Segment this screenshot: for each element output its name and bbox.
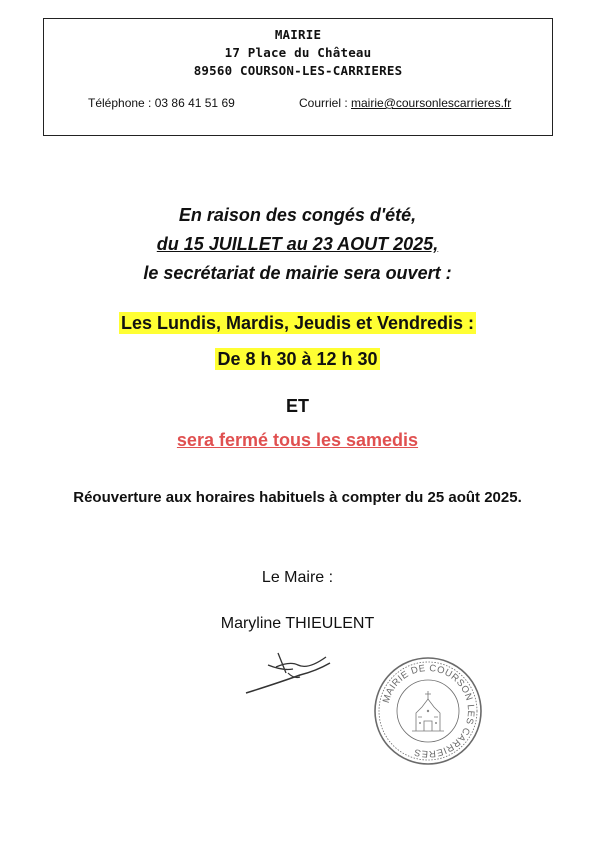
- notice-dates: [0, 234, 595, 255]
- handwritten-signature: [238, 645, 338, 700]
- svg-text:MAIRIE DE COURSON LES CARRIERE: MAIRIE DE COURSON LES CARRIERES: [380, 662, 477, 760]
- letterhead-box: [43, 18, 553, 136]
- opening-days-text: Les Lundis, Mardis, Jeudis et Vendredis :: [120, 313, 475, 333]
- closed-notice-text: sera fermé tous les samedis: [176, 430, 419, 450]
- signatory-name: Maryline THIEULENT: [220, 615, 375, 632]
- opening-hours-text: De 8 h 30 à 12 h 30: [217, 349, 378, 369]
- email-label: Courriel :: [299, 96, 352, 110]
- notice-line-1: En raison des congés d'été,: [178, 205, 417, 225]
- opening-hours: [0, 349, 595, 370]
- town-hall-seal: [372, 655, 484, 767]
- closed-notice: [0, 430, 595, 451]
- opening-days: [0, 313, 595, 334]
- email-link[interactable]: mairie@coursonlescarrieres.fr: [351, 96, 512, 110]
- letterhead-title: MAIRIE: [274, 27, 322, 42]
- conjunction-et: ET: [285, 396, 309, 416]
- letterhead-phone: Téléphone : 03 86 41 51 69: [88, 96, 235, 110]
- reopening-notice: Réouverture aux horaires habituels à compter du 25 août 2025.: [73, 489, 522, 506]
- letterhead-address: 17 Place du Château: [224, 45, 372, 60]
- notice-line-3: le secrétariat de mairie sera ouvert :: [143, 263, 452, 283]
- notice-dates-text: du 15 JUILLET au 23 AOUT 2025,: [156, 234, 439, 254]
- letterhead-city: 89560 COURSON-LES-CARRIERES: [193, 63, 403, 78]
- signatory-role: Le Maire :: [261, 569, 334, 586]
- letterhead-email-row: [299, 96, 511, 110]
